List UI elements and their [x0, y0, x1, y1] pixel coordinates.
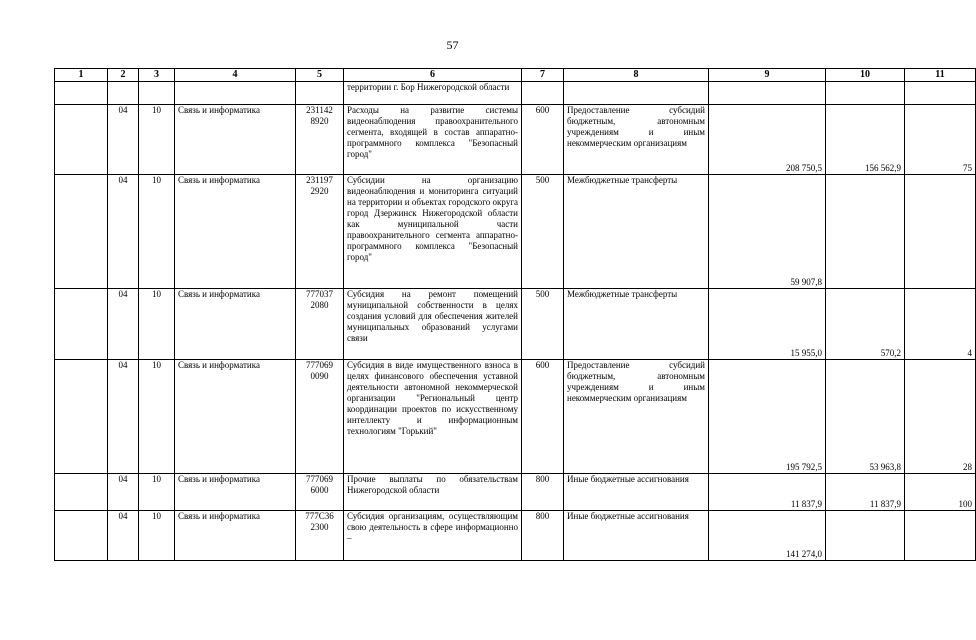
cell-amount-plan: 15 955,0	[709, 289, 826, 360]
cell-percent	[905, 511, 976, 561]
cell-percent: 100	[905, 474, 976, 511]
cell-expense-type: Межбюджетные трансферты	[564, 289, 709, 360]
cell-amount-actual: 570,2	[826, 289, 905, 360]
cell-expense-type-code: 500	[522, 289, 564, 360]
cell-section-name: Связь и информатика	[175, 105, 296, 175]
cell-c1	[55, 360, 108, 474]
column-header: 5	[296, 69, 344, 82]
cell-target-code: 777037 2080	[296, 289, 344, 360]
cell-target-code: 777069 6000	[296, 474, 344, 511]
cell-c1	[55, 474, 108, 511]
cell-c1	[55, 175, 108, 289]
cell-expense-type-code: 500	[522, 175, 564, 289]
cell-subsection: 10	[139, 511, 175, 561]
cell-section: 04	[108, 474, 139, 511]
cell-amount-plan: 11 837,9	[709, 474, 826, 511]
cell-subsection: 10	[139, 360, 175, 474]
cell-amount-actual: 11 837,9	[826, 474, 905, 511]
cell-target-code: 777C36 2300	[296, 511, 344, 561]
table-row	[55, 511, 976, 561]
header-row	[55, 69, 976, 82]
cell-description: Субсидия на ремонт помещений муниципальной собственности в целях создания условий для обеспечения жителей муниципальных образований услугами связи	[344, 289, 522, 360]
cell-description: Субсидии на организацию видеонаблюдения и мониторинга ситуаций на территории и объектах городского округа город Дзержинск Нижегородской области как муниципальной части правоохранительного сегмента аппаратно-программного комплекса "Безопасный город"	[344, 175, 522, 289]
cell-c1	[55, 289, 108, 360]
cell-section-name: Связь и информатика	[175, 360, 296, 474]
cell-subsection: 10	[139, 289, 175, 360]
cell-c1	[55, 511, 108, 561]
cell-description: Субсидия в виде имущественного взноса в целях финансового обеспечения уставной деятельности автономной некоммерческой организации "Региональный центр координации проектов по искусственному интеллекту и информационным технологиям "Горький"	[344, 360, 522, 474]
table-row	[55, 474, 976, 511]
column-header: 3	[139, 69, 175, 82]
cell-expense-type: Предоставление субсидий бюджетным, автономным учреждениям и иным некоммерческим организациям	[564, 360, 709, 474]
cell-percent	[905, 175, 976, 289]
cell-expense-type-code: 600	[522, 360, 564, 474]
cell-percent: 28	[905, 360, 976, 474]
cell-section: 04	[108, 175, 139, 289]
cell-section-name: Связь и информатика	[175, 289, 296, 360]
column-header: 4	[175, 69, 296, 82]
cell-section: 04	[108, 511, 139, 561]
cell-expense-type: Иные бюджетные ассигнования	[564, 511, 709, 561]
table-row	[55, 289, 976, 360]
cell-percent: 75	[905, 105, 976, 175]
continuation-row	[55, 82, 976, 105]
column-header: 11	[905, 69, 976, 82]
cell-subsection: 10	[139, 175, 175, 289]
column-header: 10	[826, 69, 905, 82]
table-row	[55, 105, 976, 175]
cell-target-code: 231197 2920	[296, 175, 344, 289]
table-row	[55, 360, 976, 474]
cell-amount-plan: 208 750,5	[709, 105, 826, 175]
cell-section-name: Связь и информатика	[175, 511, 296, 561]
cell-amount-actual	[826, 511, 905, 561]
cell-description: Прочие выплаты по обязательствам Нижегородской области	[344, 474, 522, 511]
cell-percent: 4	[905, 289, 976, 360]
page-number: 57	[446, 38, 459, 52]
cell-amount-plan: 141 274,0	[709, 511, 826, 561]
table-row	[55, 175, 976, 289]
column-header: 8	[564, 69, 709, 82]
cell-description: Субсидия организациям, осуществляющим свою деятельность в сфере информационно –	[344, 511, 522, 561]
cell-subsection: 10	[139, 105, 175, 175]
column-header: 7	[522, 69, 564, 82]
column-header: 6	[344, 69, 522, 82]
column-header: 2	[108, 69, 139, 82]
column-header: 9	[709, 69, 826, 82]
cell-expense-type-code: 800	[522, 474, 564, 511]
cell-target-code: 777069 0090	[296, 360, 344, 474]
cell-c1	[55, 105, 108, 175]
cell-section-name: Связь и информатика	[175, 175, 296, 289]
cell-section: 04	[108, 105, 139, 175]
cell-amount-plan: 195 792,5	[709, 360, 826, 474]
cell-expense-type-code: 800	[522, 511, 564, 561]
cell-expense-type: Межбюджетные трансферты	[564, 175, 709, 289]
cell-section: 04	[108, 289, 139, 360]
cell-target-code: 231142 8920	[296, 105, 344, 175]
column-header: 1	[55, 69, 108, 82]
cell-section-name: Связь и информатика	[175, 474, 296, 511]
cell-amount-actual	[826, 175, 905, 289]
cell-description: Расходы на развитие системы видеонаблюдения правоохранительного сегмента, входящей в состав аппаратно-программного комплекса "Безопасный город"	[344, 105, 522, 175]
cell-amount-actual: 53 963,8	[826, 360, 905, 474]
cell-section: 04	[108, 360, 139, 474]
cell-expense-type: Предоставление субсидий бюджетным, автономным учреждениям и иным некоммерческим организациям	[564, 105, 709, 175]
cell-expense-type: Иные бюджетные ассигнования	[564, 474, 709, 511]
cell-amount-actual: 156 562,9	[826, 105, 905, 175]
cell-subsection: 10	[139, 474, 175, 511]
continuation-text: территории г. Бор Нижегородской области	[344, 82, 522, 105]
budget-table	[54, 68, 976, 561]
cell-amount-plan: 59 907,8	[709, 175, 826, 289]
cell-expense-type-code: 600	[522, 105, 564, 175]
